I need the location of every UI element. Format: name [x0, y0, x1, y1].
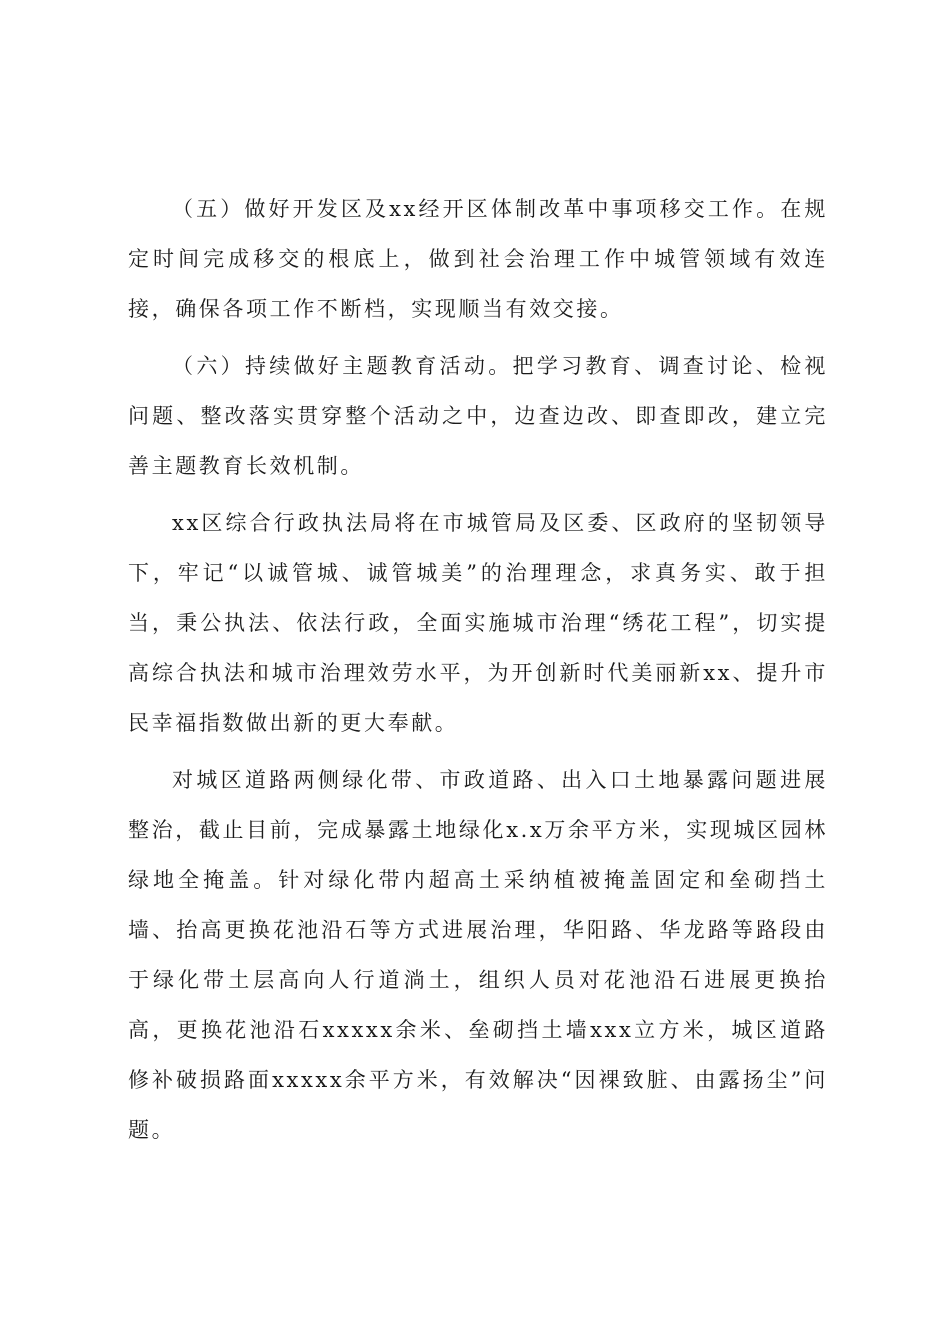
document-body	[128, 184, 828, 1155]
paragraph-section-five: （五）做好开发区及xx经开区体制改革中事项移交工作。在规定时间完成移交的根底上，做到社会治理工作中城管领域有效连接，确保各项工作不断档，实现顺当有效交接。	[128, 197, 828, 321]
paragraph-summary: xx区综合行政执法局将在市城管局及区委、区政府的坚韧领导下，牢记“以诚管城、诚管城美”的治理理念，求真务实、敢于担当，秉公执法、依法行政，全面实施城市治理“绣花工程”，切实提高综合执法和城市治理效劳水平，为开创新时代美丽新xx、提升市民幸福指数做出新的更大奉献。	[128, 511, 828, 735]
paragraph-road-greening: 对城区道路两侧绿化带、市政道路、出入口土地暴露问题进展整治，截止目前，完成暴露土地绿化x.x万余平方米，实现城区园林绿地全掩盖。针对绿化带内超高土采纳植被掩盖固定和垒砌挡土墙、抬高更换花池沿石等方式进展治理，华阳路、华龙路等路段由于绿化带土层高向人行道淌土，组织人员对花池沿石进展更换抬高，更换花池沿石xxxxx余米、垒砌挡土墙xxx立方米，城区道路修补破损路面xxxxx余平方米，有效解决“因裸致脏、由露扬尘”问题。	[128, 768, 828, 1142]
paragraph-section-six: （六）持续做好主题教育活动。把学习教育、调查讨论、检视问题、整改落实贯穿整个活动之中，边查边改、即查即改，建立完善主题教育长效机制。	[128, 354, 828, 478]
